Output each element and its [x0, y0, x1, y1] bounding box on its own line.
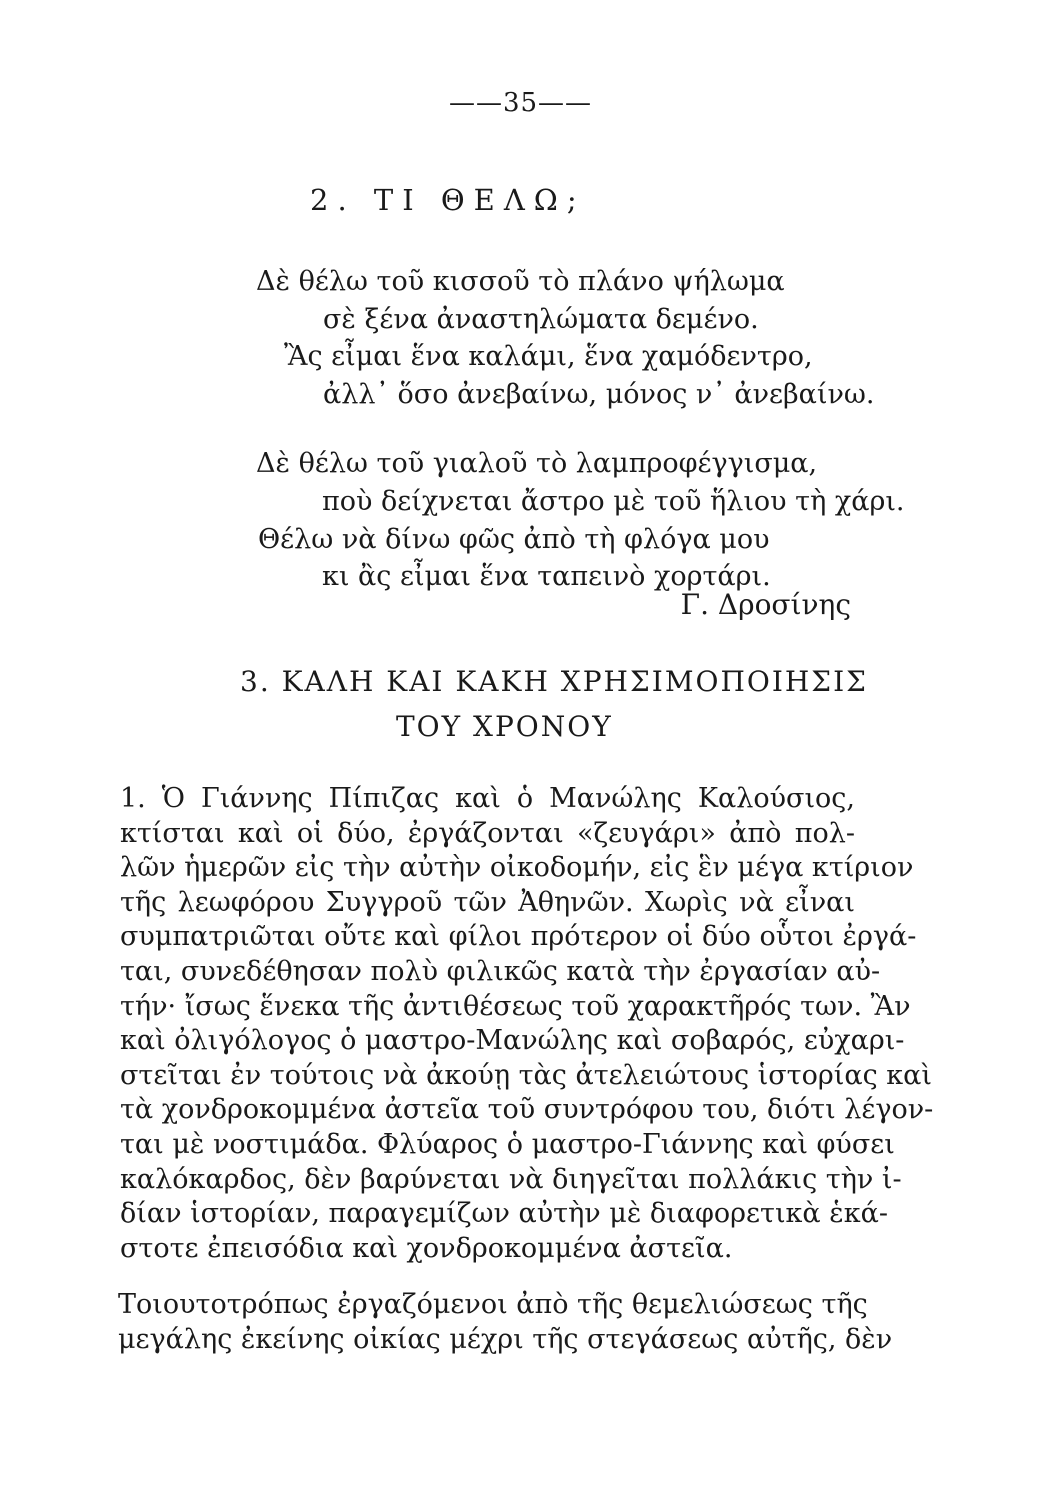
paragraph-1 — [120, 782, 934, 1266]
text-line: Τοιουτοτρόπως ἐργαζόμενοι ἀπὸ τῆς θεμελιώσεως τῆς — [118, 1289, 868, 1320]
text-line: καλόκαρδος, δὲν βαρύνεται νὰ διηγεῖται πολλάκις τὴν ἰ- — [120, 1163, 902, 1195]
text-line: 1. Ὁ Γιάννης Πίπιζας καὶ ὁ Μανώλης Καλούσιος, — [120, 783, 855, 814]
text-line: τήν· ἴσως ἕνεκα τῆς ἀντιθέσεως τοῦ χαρακτῆρός των. Ἂν — [120, 990, 911, 1022]
poem-line: Ἂς εἶμαι ἕνα καλάμι, ἕνα χαμόδεντρο, — [284, 341, 813, 372]
paragraph-2 — [118, 1288, 893, 1357]
poem-line: Θέλω νὰ δίνω φῶς ἀπὸ τὴ φλόγα μου — [258, 524, 770, 555]
poem-line: ἀλλ᾽ ὅσο ἀνεβαίνω, μόνος ν᾽ ἀνεβαίνω. — [323, 379, 875, 410]
text-line: τῆς λεωφόρου Συγγροῦ τῶν Ἀθηνῶν. Χωρὶς νὰ εἶναι — [120, 886, 855, 918]
text-line: δίαν ἱστορίαν, παραγεμίζων αὐτὴν μὲ διαφορετικὰ ἑκά- — [120, 1198, 888, 1230]
poem-line: Δὲ θέλω τοῦ γιαλοῦ τὸ λαμπροφέγγισμα, — [256, 448, 818, 479]
poem-line: Δὲ θέλω τοῦ κισσοῦ τὸ πλάνο ψήλωμα — [256, 266, 785, 297]
text-line: ται μὲ νοστιμάδα. Φλύαρος ὁ μαστρο-Γιάννης καὶ φύσει — [120, 1128, 895, 1160]
text-line: κτίσται καὶ οἱ δύο, ἐργάζονται «ζευγάρι» ἀπὸ πολ- — [120, 817, 855, 849]
section-title-line-2: ΤΟΥ ΧΡΟΝΟΥ — [396, 710, 613, 743]
text-line: ται, συνεδέθησαν πολὺ φιλικῶς κατὰ τὴν ἐργασίαν αὐ- — [120, 955, 881, 987]
poem-line: ποὺ δείχνεται ἄστρο μὲ τοῦ ἥλιου τὴ χάρι. — [322, 486, 905, 517]
text-line: στοτε ἐπεισόδια καὶ χονδροκομμένα ἀστεῖα. — [120, 1232, 733, 1264]
text-line: τὰ χονδροκομμένα ἀστεῖα τοῦ συντρόφου του, διότι λέγον- — [120, 1094, 934, 1126]
poem-line: κι ἂς εἶμαι ἕνα ταπεινὸ χορτάρι. — [322, 561, 771, 592]
text-line: καὶ ὀλιγόλογος ὁ μαστρο-Μανώλης καὶ σοβαρός, εὐχαρι- — [120, 1025, 905, 1057]
text-line: στεῖται ἐν τούτοις νὰ ἀκούῃ τὰς ἀτελειώτους ἱστορίας καὶ — [120, 1059, 932, 1091]
text-line: λῶν ἡμερῶν εἰς τὴν αὐτὴν οἰκοδομήν, εἰς ἓν μέγα κτίριον — [120, 852, 914, 884]
text-line: μεγάλης ἐκείνης οἰκίας μέχρι τῆς στεγάσεως αὐτῆς, δὲν — [118, 1323, 893, 1355]
page-number: ——35—— — [448, 88, 593, 118]
poem-author: Γ. Δροσίνης — [680, 588, 851, 621]
text-line: συμπατριῶται οὔτε καὶ φίλοι πρότερον οἱ δύο οὗτοι ἐργά- — [120, 921, 917, 953]
poem-title: 2. ΤΙ ΘΕΛΩ; — [310, 183, 586, 217]
poem-line: σὲ ξένα ἀναστηλώματα δεμένο. — [323, 304, 759, 335]
section-title-line-1: 3. ΚΑΛΗ ΚΑΙ ΚΑΚΗ ΧΡΗΣΙΜΟΠΟΙΗΣΙΣ — [240, 665, 868, 698]
